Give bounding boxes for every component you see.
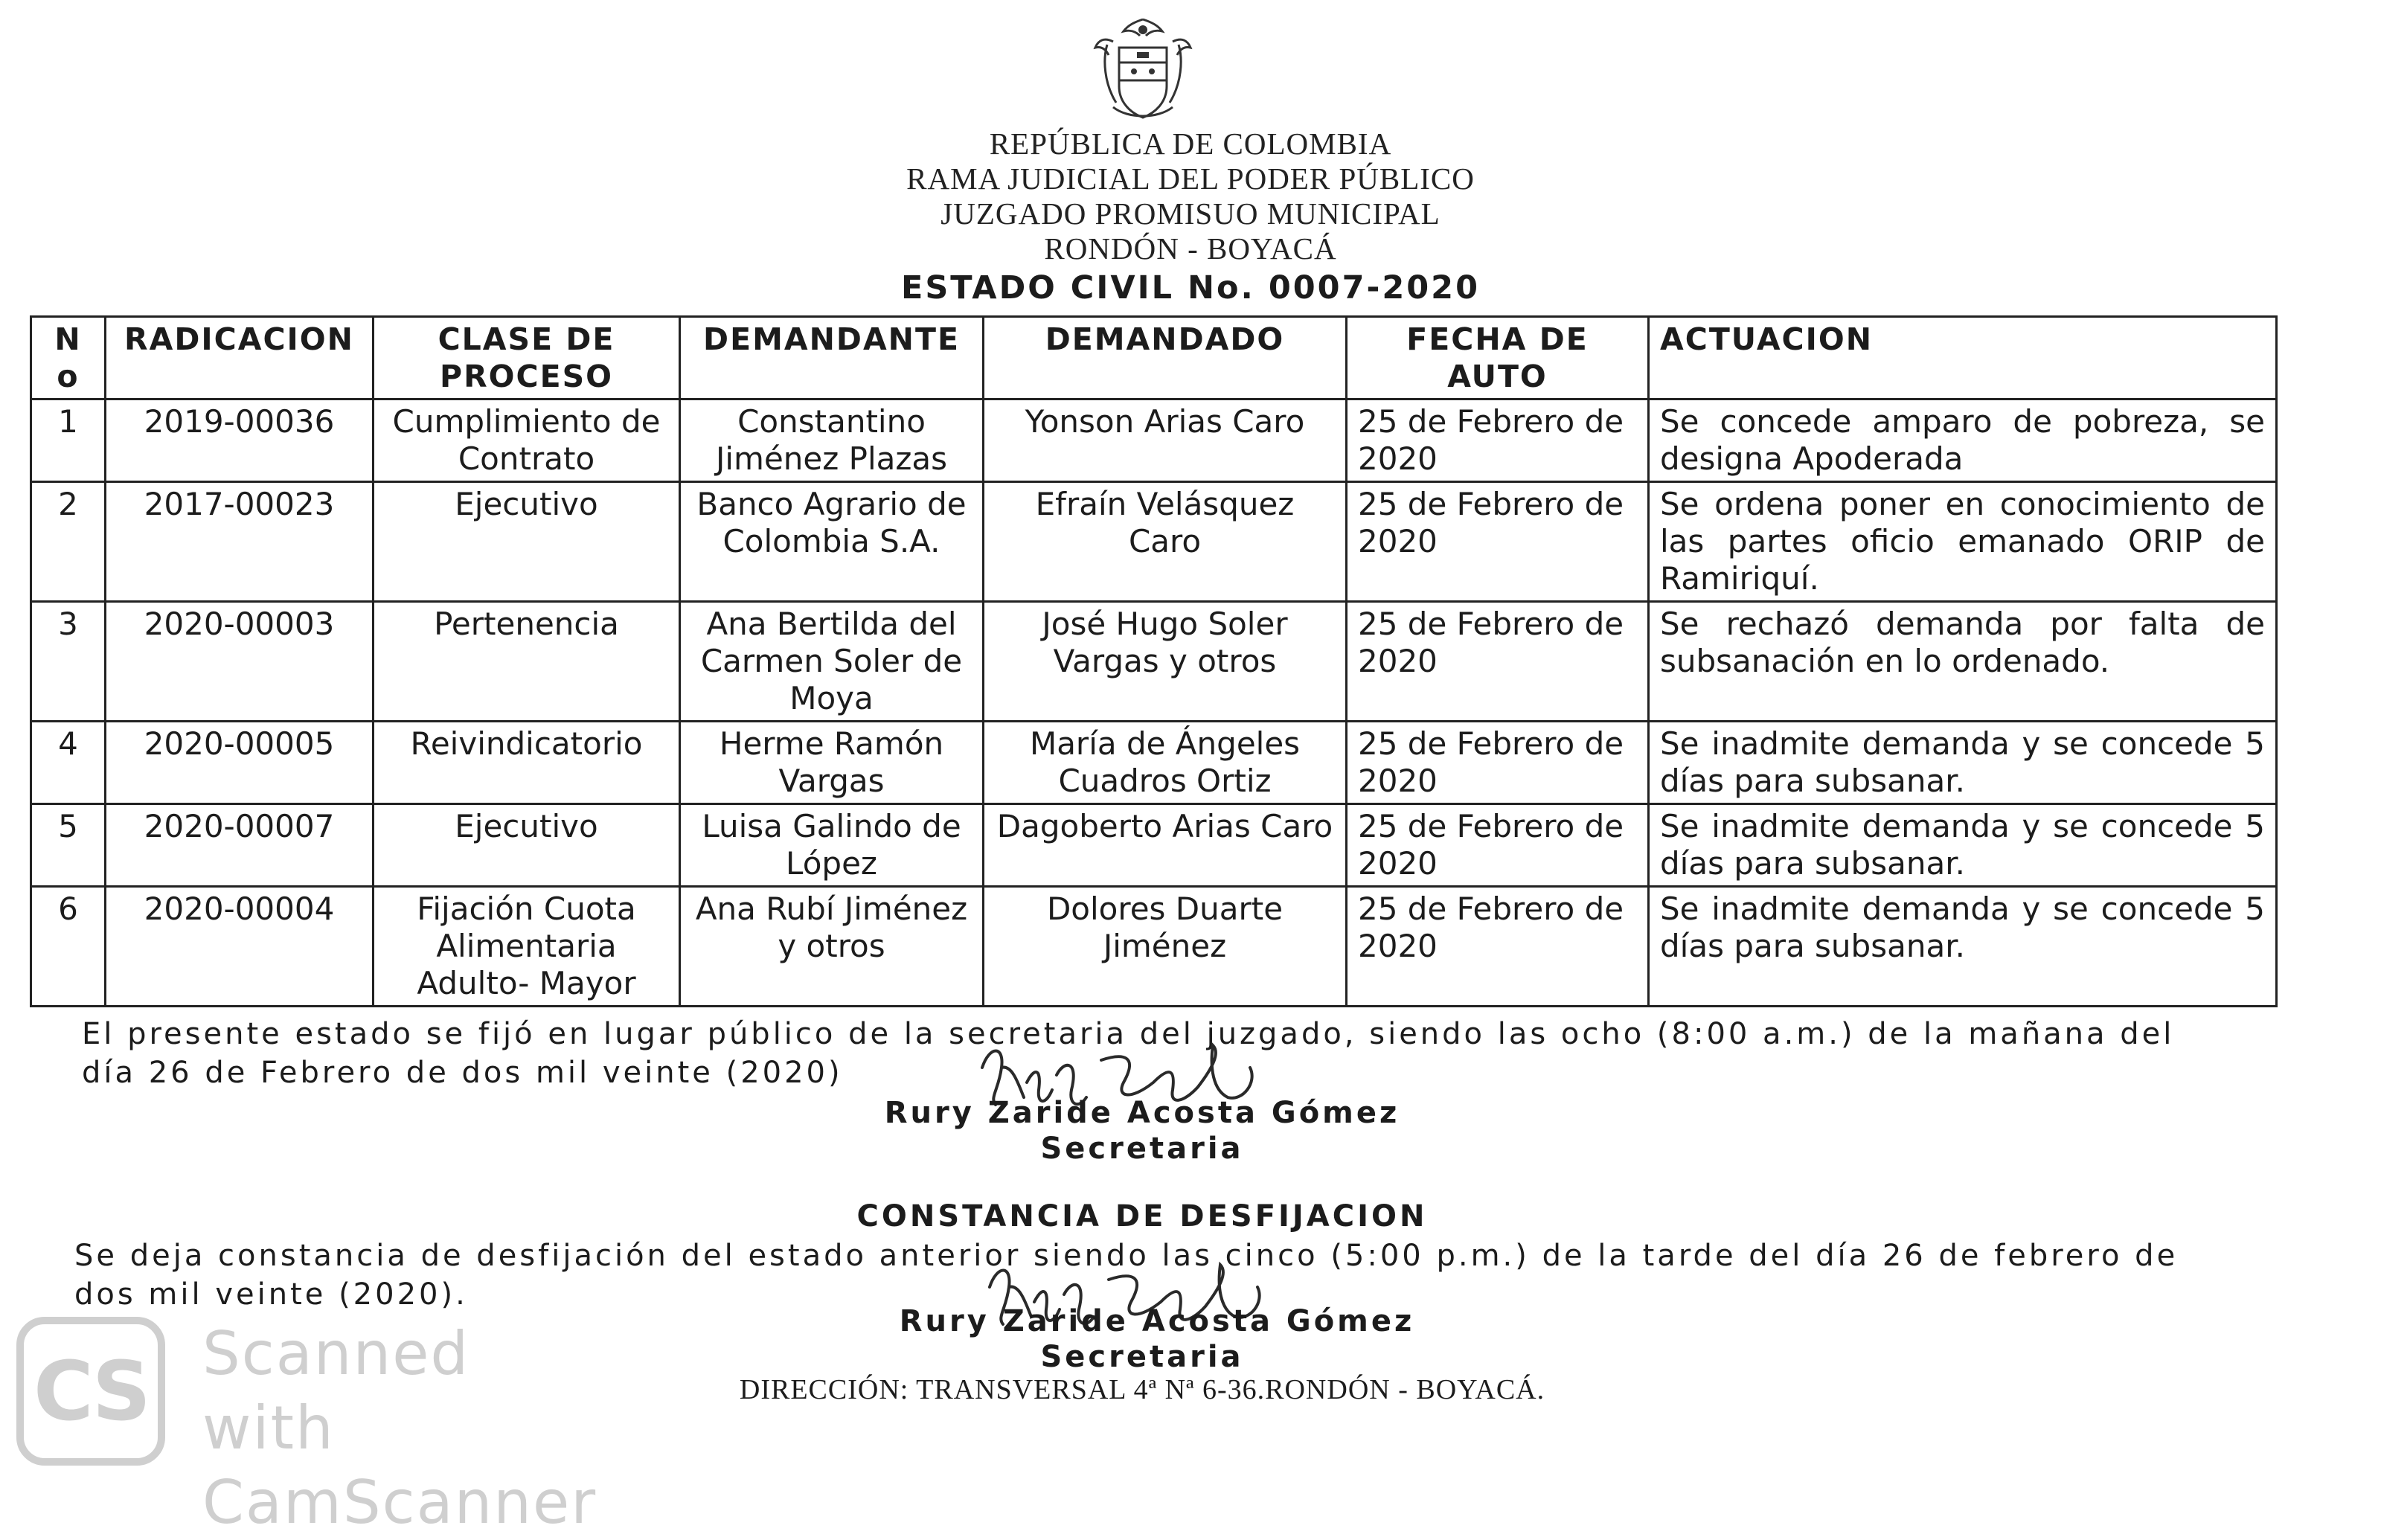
cell-demandante: Luisa Galindo de López [680, 804, 984, 887]
cell-clase: Cumplimiento de Contrato [374, 400, 680, 482]
cell-fecha: 25 de Febrero de 2020 [1347, 722, 1649, 804]
header-line-republica: REPÚBLICA DE COLOMBIA [989, 126, 1392, 161]
header-radicacion: RADICACION [106, 317, 374, 400]
cell-demandado: Dolores Duarte Jiménez [984, 887, 1347, 1007]
cell-clase: Fijación Cuota Alimentaria Adulto- Mayor [374, 887, 680, 1007]
cell-actuacion: Se concede amparo de pobreza, se designa Apoderada [1649, 400, 2277, 482]
cell-actuacion: Se ordena poner en conocimiento de las partes oficio emanado ORIP de Ramiriquí. [1649, 482, 2277, 602]
cell-clase: Reivindicatorio [374, 722, 680, 804]
cell-no: 3 [31, 602, 106, 722]
cell-no: 6 [31, 887, 106, 1007]
desfijacion-title: CONSTANCIA DE DESFIJACION [856, 1199, 1428, 1233]
cell-demandante: Herme Ramón Vargas [680, 722, 984, 804]
fijacion-role: Secretaria [1040, 1132, 1244, 1166]
cell-fecha: 25 de Febrero de 2020 [1347, 400, 1649, 482]
cell-radicacion: 2017-00023 [106, 482, 374, 602]
cell-demandado: José Hugo Soler Vargas y otros [984, 602, 1347, 722]
coat-of-arms-icon [1091, 15, 1195, 126]
table-row [31, 602, 2277, 722]
cell-demandado: Efraín Velásquez Caro [984, 482, 1347, 602]
table-header-row [31, 317, 2277, 400]
cell-actuacion: Se inadmite demanda y se concede 5 días para subsanar. [1649, 722, 2277, 804]
header-no: N o [31, 317, 106, 400]
cell-no: 1 [31, 400, 106, 482]
header-line-juzgado: JUZGADO PROMISUO MUNICIPAL [940, 196, 1441, 231]
cell-no: 5 [31, 804, 106, 887]
cell-demandante: Constantino Jiménez Plazas [680, 400, 984, 482]
camscanner-line1: Scanned with [202, 1319, 470, 1463]
cell-clase: Ejecutivo [374, 482, 680, 602]
document-title: ESTADO CIVIL No. 0007-2020 [900, 269, 1481, 307]
header-line-lugar: RONDÓN - BOYACÁ [1044, 231, 1337, 266]
cell-actuacion: Se rechazó demanda por falta de subsanación en lo ordenado. [1649, 602, 2277, 722]
cell-radicacion: 2020-00004 [106, 887, 374, 1007]
cell-no: 4 [31, 722, 106, 804]
camscanner-logo-icon: CS [16, 1317, 165, 1466]
cell-radicacion: 2020-00007 [106, 804, 374, 887]
cell-demandado: Yonson Arias Caro [984, 400, 1347, 482]
desfijacion-text: Se deja constancia de desfijación del estado anterior siendo las cinco (5:00 p.m.) de la tarde del día 26 de febrero de dos mil veinte (2020). [74, 1239, 2179, 1312]
cell-no: 2 [31, 482, 106, 602]
cell-demandado: Dagoberto Arias Caro [984, 804, 1347, 887]
header-actuacion: ACTUACION [1649, 317, 2277, 400]
header-line-rama: RAMA JUDICIAL DEL PODER PÚBLICO [906, 161, 1475, 196]
cell-demandante: Banco Agrario de Colombia S.A. [680, 482, 984, 602]
header-fecha: FECHA DE AUTO [1347, 317, 1649, 400]
header-clase: CLASE DE PROCESO [374, 317, 680, 400]
table-row [31, 804, 2277, 887]
estado-table [30, 315, 2278, 1007]
cell-fecha: 25 de Febrero de 2020 [1347, 482, 1649, 602]
cell-actuacion: Se inadmite demanda y se concede 5 días para subsanar. [1649, 804, 2277, 887]
footer-direccion: DIRECCIÓN: TRANSVERSAL 4ª Nª 6-36.RONDÓN - BOYACÁ. [739, 1374, 1545, 1405]
cell-fecha: 25 de Febrero de 2020 [1347, 602, 1649, 722]
header-demandante: DEMANDANTE [680, 317, 984, 400]
cell-clase: Ejecutivo [374, 804, 680, 887]
camscanner-watermark [16, 1317, 612, 1537]
desfijacion-signer: Rury Zaride Acosta Gómez [899, 1304, 1415, 1338]
cell-radicacion: 2019-00036 [106, 400, 374, 482]
table-row [31, 482, 2277, 602]
cell-demandante: Ana Rubí Jiménez y otros [680, 887, 984, 1007]
fijacion-text: El presente estado se fijó en lugar público de la secretaria del juzgado, siendo las ocho (8:00 a.m.) de la mañana del día 26 de Febrero de dos mil veinte (2020) [82, 1017, 2175, 1090]
cell-radicacion: 2020-00005 [106, 722, 374, 804]
desfijacion-role: Secretaria [1040, 1340, 1244, 1374]
cell-demandado: María de Ángeles Cuadros Ortiz [984, 722, 1347, 804]
document-title-wrap [0, 266, 2381, 307]
fijacion-signer: Rury Zaride Acosta Gómez [884, 1096, 1400, 1130]
table-row [31, 722, 2277, 804]
document-header [0, 126, 2381, 266]
table-row [31, 887, 2277, 1007]
cell-demandante: Ana Bertilda del Carmen Soler de Moya [680, 602, 984, 722]
table-row [31, 400, 2277, 482]
camscanner-text [202, 1317, 612, 1540]
camscanner-line2: CamScanner [202, 1468, 597, 1537]
cell-fecha: 25 de Febrero de 2020 [1347, 887, 1649, 1007]
cell-fecha: 25 de Febrero de 2020 [1347, 804, 1649, 887]
cell-clase: Pertenencia [374, 602, 680, 722]
cell-actuacion: Se inadmite demanda y se concede 5 días para subsanar. [1649, 887, 2277, 1007]
header-demandado: DEMANDADO [984, 317, 1347, 400]
cell-radicacion: 2020-00003 [106, 602, 374, 722]
